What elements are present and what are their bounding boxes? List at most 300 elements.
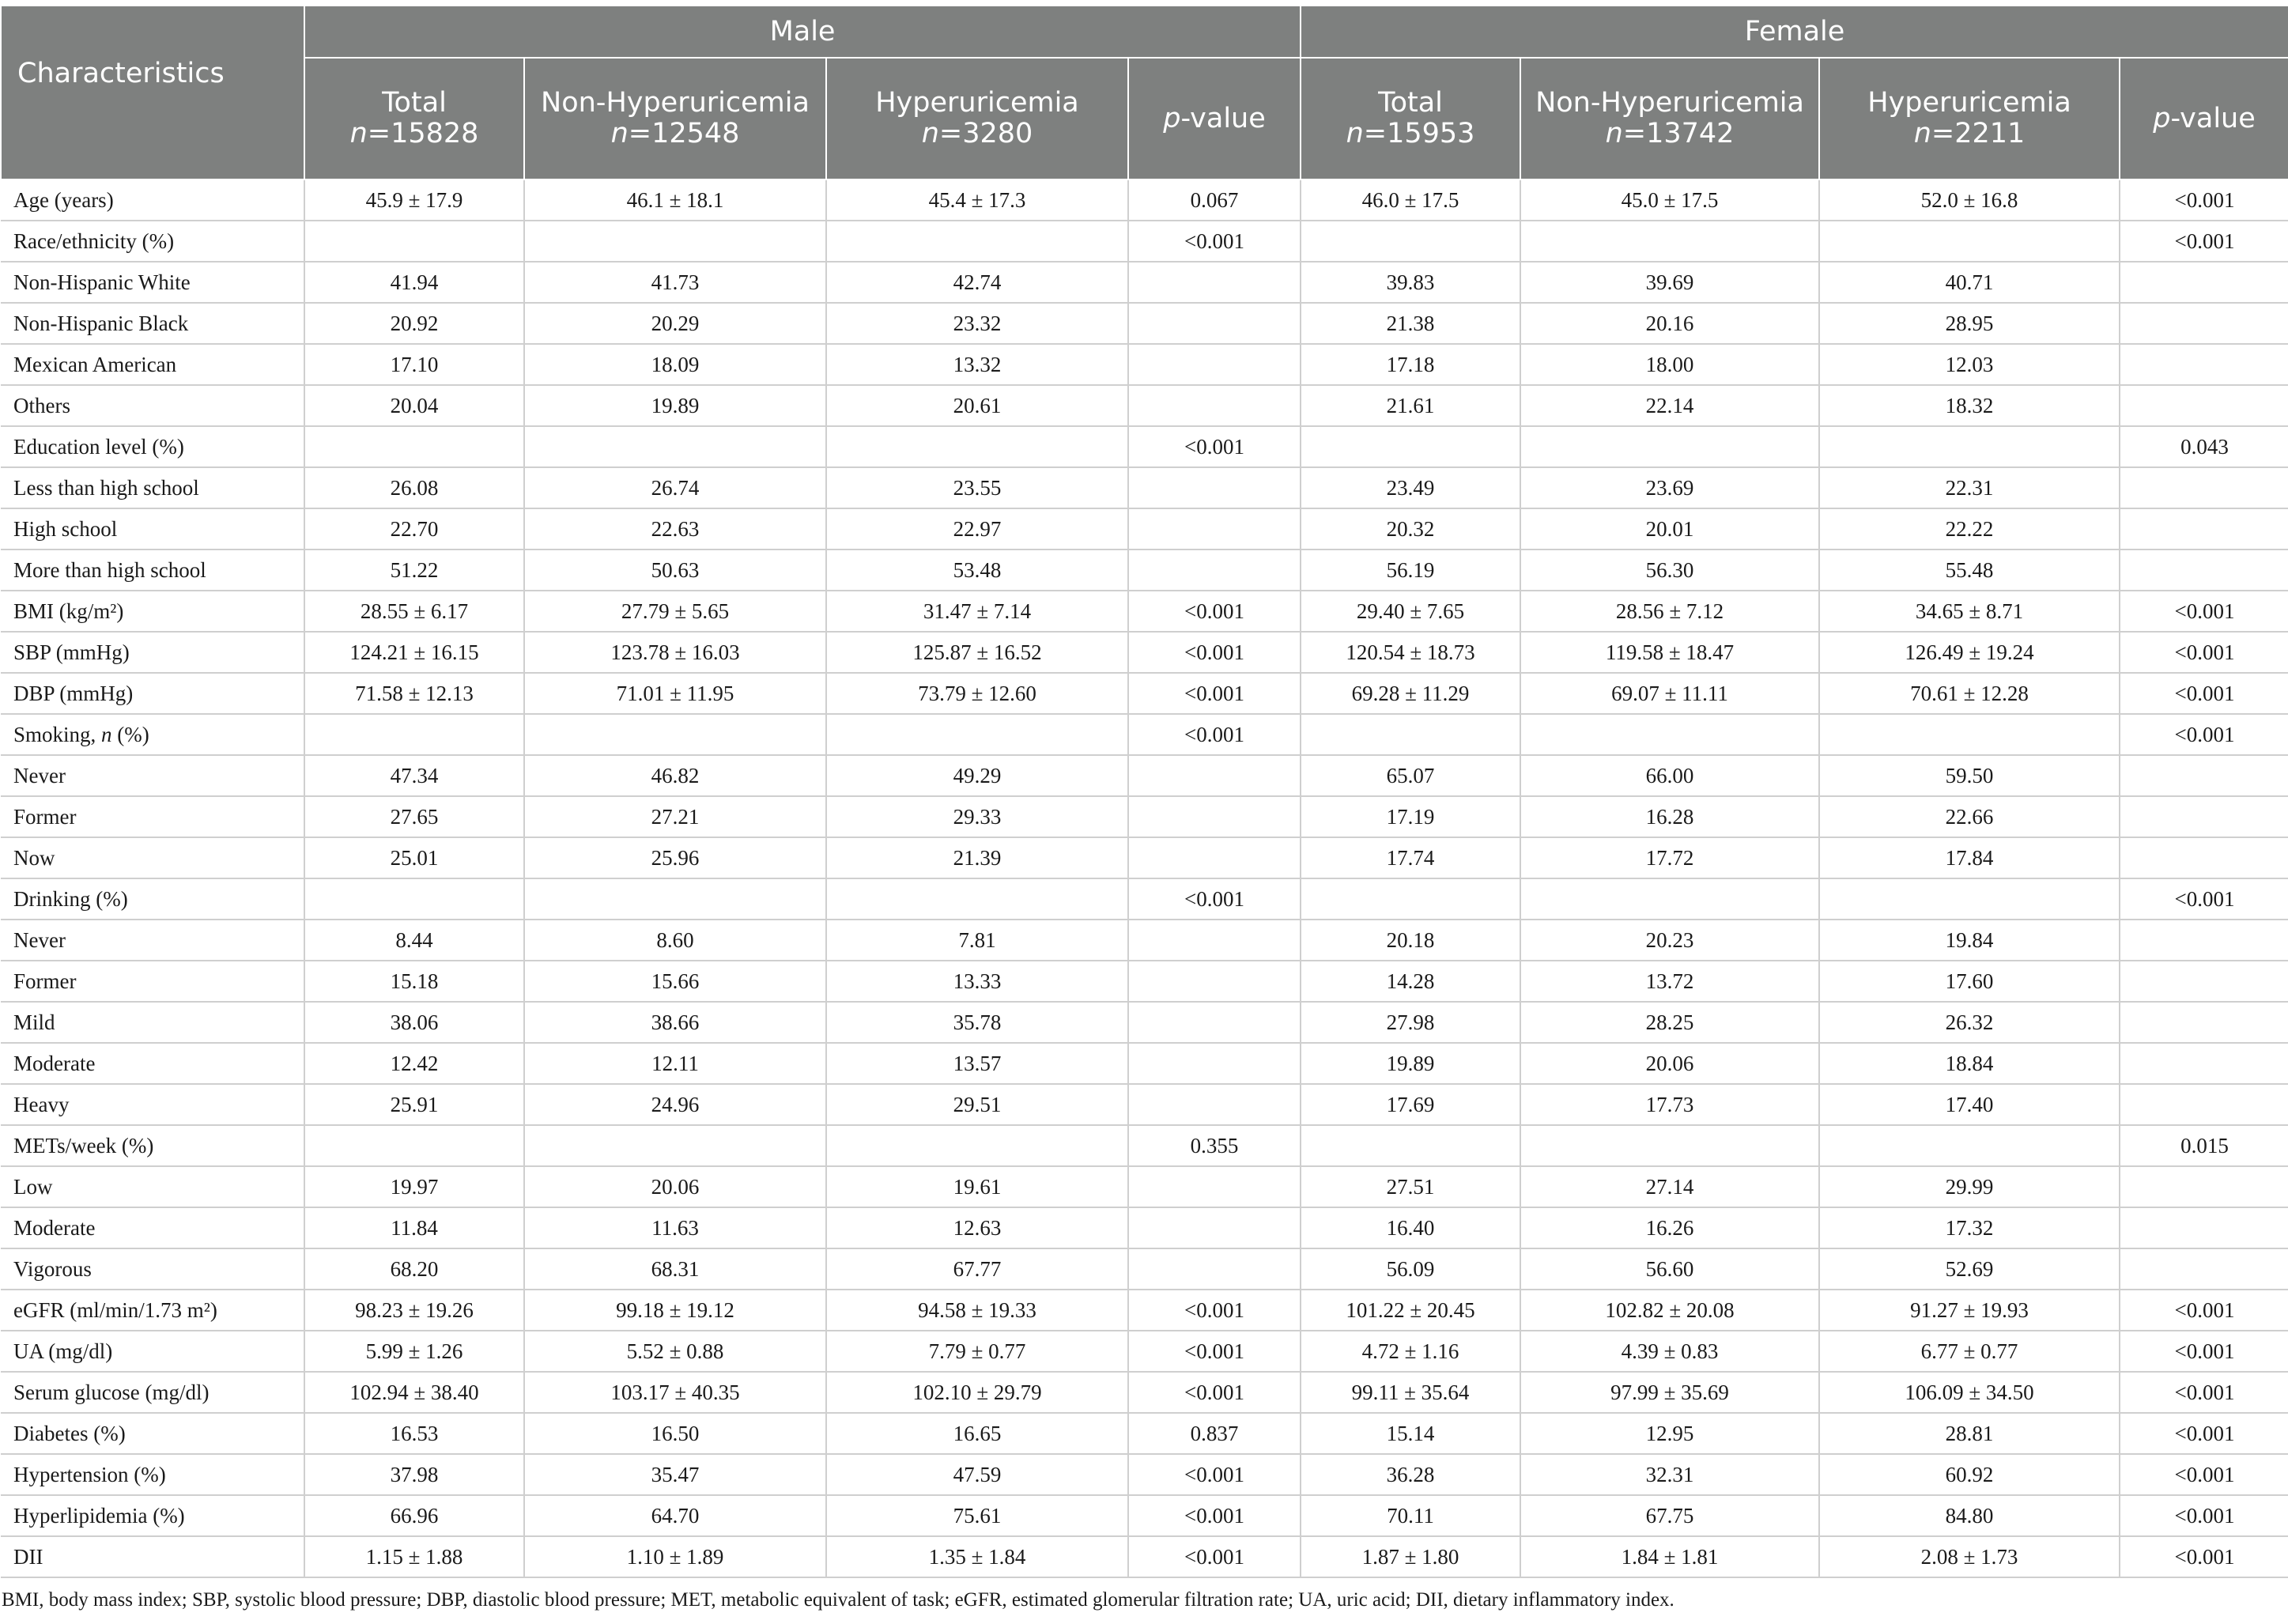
table-row: [1, 1536, 2288, 1577]
data-cell: 32.31: [1520, 1454, 1819, 1495]
data-cell: 27.98: [1301, 1002, 1520, 1043]
data-cell: 21.38: [1301, 303, 1520, 344]
data-cell: 18.32: [1819, 385, 2120, 426]
table-row: [1, 878, 2288, 920]
table-row: [1, 344, 2288, 385]
data-cell: 27.65: [304, 796, 524, 837]
data-cell: 12.11: [524, 1043, 826, 1084]
row-label-text: Non-Hispanic Black: [13, 311, 189, 335]
row-label: [1, 673, 304, 714]
data-cell: 28.25: [1520, 1002, 1819, 1043]
row-label: [1, 262, 304, 303]
table-container: [0, 5, 2288, 1611]
p-value-cell: [2120, 920, 2288, 961]
data-cell: 17.32: [1819, 1207, 2120, 1248]
data-cell: [1819, 221, 2120, 262]
p-value-cell: <0.001: [1128, 221, 1301, 262]
data-cell: 70.61 ± 12.28: [1819, 673, 2120, 714]
data-cell: 29.99: [1819, 1166, 2120, 1207]
data-cell: 56.60: [1520, 1248, 1819, 1290]
data-cell: 12.42: [304, 1043, 524, 1084]
data-cell: 20.16: [1520, 303, 1819, 344]
header-group-row: [1, 6, 2288, 58]
data-cell: 56.09: [1301, 1248, 1520, 1290]
row-label: [1, 1413, 304, 1454]
p-value-cell: [1128, 1002, 1301, 1043]
row-label-text: eGFR (ml/min/1.73 m²): [13, 1297, 217, 1322]
p-value-cell: <0.001: [1128, 714, 1301, 755]
data-cell: 23.49: [1301, 467, 1520, 508]
column-header-count: [1527, 119, 1812, 149]
data-cell: 16.26: [1520, 1207, 1819, 1248]
data-cell: [1520, 426, 1819, 467]
data-cell: [826, 878, 1128, 920]
p-value-cell: [2120, 1248, 2288, 1290]
data-cell: 39.69: [1520, 262, 1819, 303]
data-cell: 20.29: [524, 303, 826, 344]
row-label: [1, 344, 304, 385]
data-cell: 102.10 ± 29.79: [826, 1372, 1128, 1413]
data-cell: 12.95: [1520, 1413, 1819, 1454]
footnote: BMI, body mass index; SBP, systolic blood pressure; DBP, diastolic blood pressure; MET, metabolic equivalent of task; eGFR, estimated glomerular filtration rate; UA, uric acid; DII, dietary inflammatory index.: [2, 1589, 1674, 1611]
data-cell: 5.99 ± 1.26: [304, 1331, 524, 1372]
data-cell: 25.01: [304, 837, 524, 878]
row-label: [1, 961, 304, 1002]
p-value-cell: [2120, 837, 2288, 878]
data-cell: 18.09: [524, 344, 826, 385]
column-header-name: Non-Hyperuricemia: [1535, 87, 1804, 119]
column-header-count: [1308, 119, 1513, 149]
data-cell: 24.96: [524, 1084, 826, 1125]
p-value-header-rest: -value: [2170, 102, 2256, 134]
data-cell: 16.53: [304, 1413, 524, 1454]
data-cell: 73.79 ± 12.60: [826, 673, 1128, 714]
data-cell: 15.18: [304, 961, 524, 1002]
data-cell: 123.78 ± 16.03: [524, 632, 826, 673]
data-cell: 20.04: [304, 385, 524, 426]
table-row: [1, 632, 2288, 673]
data-cell: 26.32: [1819, 1002, 2120, 1043]
p-value-cell: [2120, 385, 2288, 426]
data-cell: [1301, 426, 1520, 467]
data-cell: 19.89: [1301, 1043, 1520, 1084]
data-cell: 39.83: [1301, 262, 1520, 303]
p-value-cell: [1128, 837, 1301, 878]
p-value-cell: <0.001: [1128, 1372, 1301, 1413]
header-column-row: [1, 58, 2288, 179]
column-header-name: Total: [1378, 87, 1443, 119]
row-label-text: BMI (kg/m²): [13, 599, 124, 623]
data-cell: 52.0 ± 16.8: [1819, 179, 2120, 221]
data-cell: 22.63: [524, 508, 826, 550]
p-value-cell: 0.015: [2120, 1125, 2288, 1166]
p-value-cell: [2120, 1043, 2288, 1084]
row-label: [1, 221, 304, 262]
data-cell: 52.69: [1819, 1248, 2120, 1290]
row-label-text: Education level (%): [13, 434, 184, 459]
row-label-text: Drinking (%): [13, 886, 128, 911]
column-header-count: [311, 119, 517, 149]
p-value-cell: <0.001: [2120, 591, 2288, 632]
data-cell: 17.19: [1301, 796, 1520, 837]
p-value-cell: <0.001: [2120, 1331, 2288, 1372]
data-cell: 22.22: [1819, 508, 2120, 550]
p-value-cell: <0.001: [1128, 878, 1301, 920]
data-cell: 29.33: [826, 796, 1128, 837]
table-row: [1, 262, 2288, 303]
data-cell: 120.54 ± 18.73: [1301, 632, 1520, 673]
table-row: [1, 673, 2288, 714]
data-cell: [304, 1125, 524, 1166]
data-cell: 98.23 ± 19.26: [304, 1290, 524, 1331]
p-value-cell: <0.001: [1128, 1454, 1301, 1495]
female-group-header: Female: [1301, 6, 2288, 58]
column-header: [1520, 58, 1819, 179]
row-label-text: METs/week (%): [13, 1133, 154, 1158]
data-cell: [826, 714, 1128, 755]
p-value-cell: 0.067: [1128, 179, 1301, 221]
row-label-text: High school: [13, 516, 118, 541]
data-cell: [826, 1125, 1128, 1166]
data-cell: [1520, 221, 1819, 262]
data-cell: 101.22 ± 20.45: [1301, 1290, 1520, 1331]
table-row: [1, 385, 2288, 426]
data-cell: 1.35 ± 1.84: [826, 1536, 1128, 1577]
table-row: [1, 1290, 2288, 1331]
data-cell: [304, 221, 524, 262]
p-value-cell: 0.043: [2120, 426, 2288, 467]
column-header-n: n: [921, 118, 939, 149]
row-label-text: Hypertension (%): [13, 1462, 166, 1486]
column-header-n: n: [1346, 118, 1364, 149]
row-label: [1, 467, 304, 508]
data-cell: 91.27 ± 19.93: [1819, 1290, 2120, 1331]
characteristics-header: Characteristics: [1, 6, 304, 179]
data-cell: [826, 221, 1128, 262]
row-label-text: Others: [13, 393, 70, 417]
data-cell: 20.06: [1520, 1043, 1819, 1084]
column-header-n: n: [1605, 118, 1623, 149]
data-cell: 14.28: [1301, 961, 1520, 1002]
data-cell: 17.10: [304, 344, 524, 385]
row-label-text: Former: [13, 804, 77, 829]
p-value-cell: [2120, 508, 2288, 550]
table-row: [1, 221, 2288, 262]
table-row: [1, 303, 2288, 344]
row-label-text: Moderate: [13, 1051, 96, 1075]
p-value-cell: <0.001: [1128, 1495, 1301, 1536]
p-value-cell: <0.001: [2120, 1413, 2288, 1454]
table-row: [1, 1372, 2288, 1413]
data-cell: 124.21 ± 16.15: [304, 632, 524, 673]
p-value-cell: <0.001: [2120, 1372, 2288, 1413]
data-cell: 94.58 ± 19.33: [826, 1290, 1128, 1331]
data-cell: 41.73: [524, 262, 826, 303]
p-value-header-rest: -value: [1180, 102, 1266, 134]
data-cell: 16.40: [1301, 1207, 1520, 1248]
data-cell: 17.73: [1520, 1084, 1819, 1125]
data-cell: 2.08 ± 1.73: [1819, 1536, 2120, 1577]
table-row: [1, 467, 2288, 508]
data-cell: 45.0 ± 17.5: [1520, 179, 1819, 221]
table-row: [1, 1002, 2288, 1043]
data-cell: 25.91: [304, 1084, 524, 1125]
row-label: [1, 1331, 304, 1372]
data-cell: 17.84: [1819, 837, 2120, 878]
data-cell: 20.32: [1301, 508, 1520, 550]
row-label: [1, 796, 304, 837]
table-row: [1, 426, 2288, 467]
p-value-cell: <0.001: [2120, 632, 2288, 673]
data-cell: 4.72 ± 1.16: [1301, 1331, 1520, 1372]
data-cell: 69.28 ± 11.29: [1301, 673, 1520, 714]
data-cell: [1819, 426, 2120, 467]
p-value-cell: [2120, 961, 2288, 1002]
data-cell: 51.22: [304, 550, 524, 591]
p-value-cell: <0.001: [1128, 632, 1301, 673]
data-cell: [1819, 878, 2120, 920]
data-cell: 7.81: [826, 920, 1128, 961]
p-value-cell: <0.001: [2120, 1290, 2288, 1331]
data-cell: 69.07 ± 11.11: [1520, 673, 1819, 714]
p-value-cell: [2120, 755, 2288, 796]
row-label: [1, 1248, 304, 1290]
row-label-text: Diabetes (%): [13, 1421, 126, 1445]
row-label-text: More than high school: [13, 557, 206, 582]
p-value-cell: [1128, 385, 1301, 426]
data-cell: [1819, 714, 2120, 755]
data-cell: 64.70: [524, 1495, 826, 1536]
data-cell: 99.18 ± 19.12: [524, 1290, 826, 1331]
column-header: [304, 58, 524, 179]
data-cell: 126.49 ± 19.24: [1819, 632, 2120, 673]
column-header-count: [531, 119, 819, 149]
row-label-text: Mild: [13, 1010, 55, 1034]
p-value-cell: [1128, 508, 1301, 550]
row-label-text: Never: [13, 763, 66, 787]
data-cell: 41.94: [304, 262, 524, 303]
data-cell: 36.28: [1301, 1454, 1520, 1495]
row-label: [1, 1207, 304, 1248]
column-header-name: Non-Hyperuricemia: [541, 87, 810, 119]
p-value-cell: <0.001: [2120, 673, 2288, 714]
row-label: [1, 1372, 304, 1413]
data-cell: 71.58 ± 12.13: [304, 673, 524, 714]
data-cell: 23.69: [1520, 467, 1819, 508]
data-cell: 22.31: [1819, 467, 2120, 508]
column-header-name: Hyperuricemia: [1867, 87, 2071, 119]
table-row: [1, 1454, 2288, 1495]
data-cell: 13.33: [826, 961, 1128, 1002]
data-cell: 66.96: [304, 1495, 524, 1536]
row-label: [1, 426, 304, 467]
data-cell: 8.60: [524, 920, 826, 961]
data-cell: 27.14: [1520, 1166, 1819, 1207]
data-cell: 37.98: [304, 1454, 524, 1495]
p-value-cell: [2120, 1166, 2288, 1207]
data-cell: 27.51: [1301, 1166, 1520, 1207]
data-cell: 56.30: [1520, 550, 1819, 591]
p-value-cell: [1128, 467, 1301, 508]
row-label: [1, 714, 304, 755]
data-cell: [304, 714, 524, 755]
row-label-text: SBP (mmHg): [13, 640, 130, 664]
p-value-cell: [2120, 796, 2288, 837]
column-header-n: n: [1913, 118, 1931, 149]
table-row: [1, 1043, 2288, 1084]
row-label-text: Now: [13, 845, 55, 870]
p-value-cell: [2120, 1002, 2288, 1043]
data-cell: 34.65 ± 8.71: [1819, 591, 2120, 632]
column-header-name: Hyperuricemia: [875, 87, 1079, 119]
row-label-text: Hyperlipidemia (%): [13, 1503, 185, 1528]
row-label-text: Never: [13, 927, 66, 952]
row-label-text: Race/ethnicity (%): [13, 228, 175, 253]
row-label: [1, 837, 304, 878]
data-cell: [1819, 1125, 2120, 1166]
male-group-header: Male: [304, 6, 1301, 58]
data-cell: 8.44: [304, 920, 524, 961]
row-label-text: Former: [13, 969, 77, 993]
data-cell: 13.72: [1520, 961, 1819, 1002]
column-header-count-value: =13742: [1622, 118, 1735, 149]
data-cell: 70.11: [1301, 1495, 1520, 1536]
p-value-cell: <0.001: [1128, 1331, 1301, 1372]
data-cell: 16.65: [826, 1413, 1128, 1454]
data-cell: 35.78: [826, 1002, 1128, 1043]
column-header-n: n: [349, 118, 368, 149]
row-label: [1, 508, 304, 550]
data-cell: [524, 1125, 826, 1166]
row-label-text: DBP (mmHg): [13, 681, 134, 705]
p-value-cell: [1128, 1207, 1301, 1248]
data-cell: 4.39 ± 0.83: [1520, 1331, 1819, 1372]
data-cell: 18.00: [1520, 344, 1819, 385]
row-label-text: Smoking,: [13, 722, 102, 746]
data-cell: 26.74: [524, 467, 826, 508]
data-cell: 5.52 ± 0.88: [524, 1331, 826, 1372]
data-cell: 23.55: [826, 467, 1128, 508]
p-value-cell: [1128, 550, 1301, 591]
data-cell: 11.84: [304, 1207, 524, 1248]
p-value-cell: <0.001: [1128, 673, 1301, 714]
table-body: [1, 179, 2288, 1577]
row-label-rest: (%): [111, 722, 149, 746]
p-value-cell: [2120, 262, 2288, 303]
data-cell: 17.74: [1301, 837, 1520, 878]
data-cell: [524, 878, 826, 920]
data-cell: 12.03: [1819, 344, 2120, 385]
p-value-cell: <0.001: [2120, 1495, 2288, 1536]
data-cell: 12.63: [826, 1207, 1128, 1248]
p-value-cell: [2120, 467, 2288, 508]
data-cell: 60.92: [1819, 1454, 2120, 1495]
data-cell: 66.00: [1520, 755, 1819, 796]
data-cell: 26.08: [304, 467, 524, 508]
table-row: [1, 1413, 2288, 1454]
p-value-header-p: p: [2153, 102, 2171, 134]
data-cell: 53.48: [826, 550, 1128, 591]
data-cell: 65.07: [1301, 755, 1520, 796]
row-label-text: Moderate: [13, 1215, 96, 1240]
data-cell: 19.61: [826, 1166, 1128, 1207]
p-value-cell: [2120, 550, 2288, 591]
data-cell: 67.75: [1520, 1495, 1819, 1536]
data-cell: 20.01: [1520, 508, 1819, 550]
row-label-italic: n: [101, 722, 112, 746]
p-value-cell: 0.355: [1128, 1125, 1301, 1166]
column-header-count-value: =15953: [1363, 118, 1475, 149]
p-value-cell: [1128, 920, 1301, 961]
p-value-cell: [1128, 1166, 1301, 1207]
data-cell: 40.71: [1819, 262, 2120, 303]
data-cell: 6.77 ± 0.77: [1819, 1331, 2120, 1372]
data-cell: 21.61: [1301, 385, 1520, 426]
row-label: [1, 1084, 304, 1125]
data-cell: 17.40: [1819, 1084, 2120, 1125]
p-value-cell: [1128, 796, 1301, 837]
table-row: [1, 1207, 2288, 1248]
p-value-cell: <0.001: [2120, 1454, 2288, 1495]
row-label: [1, 550, 304, 591]
p-value-cell: [1128, 303, 1301, 344]
data-cell: 20.92: [304, 303, 524, 344]
data-cell: [524, 714, 826, 755]
data-cell: 68.20: [304, 1248, 524, 1290]
data-cell: 28.95: [1819, 303, 2120, 344]
data-cell: 103.17 ± 40.35: [524, 1372, 826, 1413]
data-cell: [1301, 1125, 1520, 1166]
row-label-text: Mexican American: [13, 352, 177, 376]
data-cell: 38.06: [304, 1002, 524, 1043]
row-label: [1, 1002, 304, 1043]
data-cell: 28.56 ± 7.12: [1520, 591, 1819, 632]
row-label-text: Heavy: [13, 1092, 70, 1116]
p-value-cell: <0.001: [2120, 221, 2288, 262]
table-row: [1, 1084, 2288, 1125]
data-cell: 55.48: [1819, 550, 2120, 591]
row-label: [1, 385, 304, 426]
column-header-count: [1826, 119, 2112, 149]
data-cell: 84.80: [1819, 1495, 2120, 1536]
data-cell: 27.79 ± 5.65: [524, 591, 826, 632]
p-value-cell: <0.001: [2120, 714, 2288, 755]
column-header-count-value: =3280: [938, 118, 1033, 149]
table-row: [1, 1125, 2288, 1166]
data-cell: 102.82 ± 20.08: [1520, 1290, 1819, 1331]
table-row: [1, 591, 2288, 632]
row-label: [1, 591, 304, 632]
row-label-text: DII: [13, 1544, 43, 1569]
p-value-cell: [1128, 262, 1301, 303]
column-header-count-value: =12548: [628, 118, 740, 149]
table-row: [1, 961, 2288, 1002]
data-cell: 20.23: [1520, 920, 1819, 961]
row-label-text: Low: [13, 1174, 53, 1199]
data-cell: [524, 426, 826, 467]
column-header: [826, 58, 1128, 179]
p-value-cell: <0.001: [1128, 1536, 1301, 1577]
p-value-cell: [1128, 1043, 1301, 1084]
table-row: [1, 1331, 2288, 1372]
data-cell: 17.18: [1301, 344, 1520, 385]
data-cell: 16.28: [1520, 796, 1819, 837]
data-cell: 18.84: [1819, 1043, 2120, 1084]
data-cell: 20.61: [826, 385, 1128, 426]
data-cell: 125.87 ± 16.52: [826, 632, 1128, 673]
row-label: [1, 1495, 304, 1536]
data-cell: [1301, 878, 1520, 920]
